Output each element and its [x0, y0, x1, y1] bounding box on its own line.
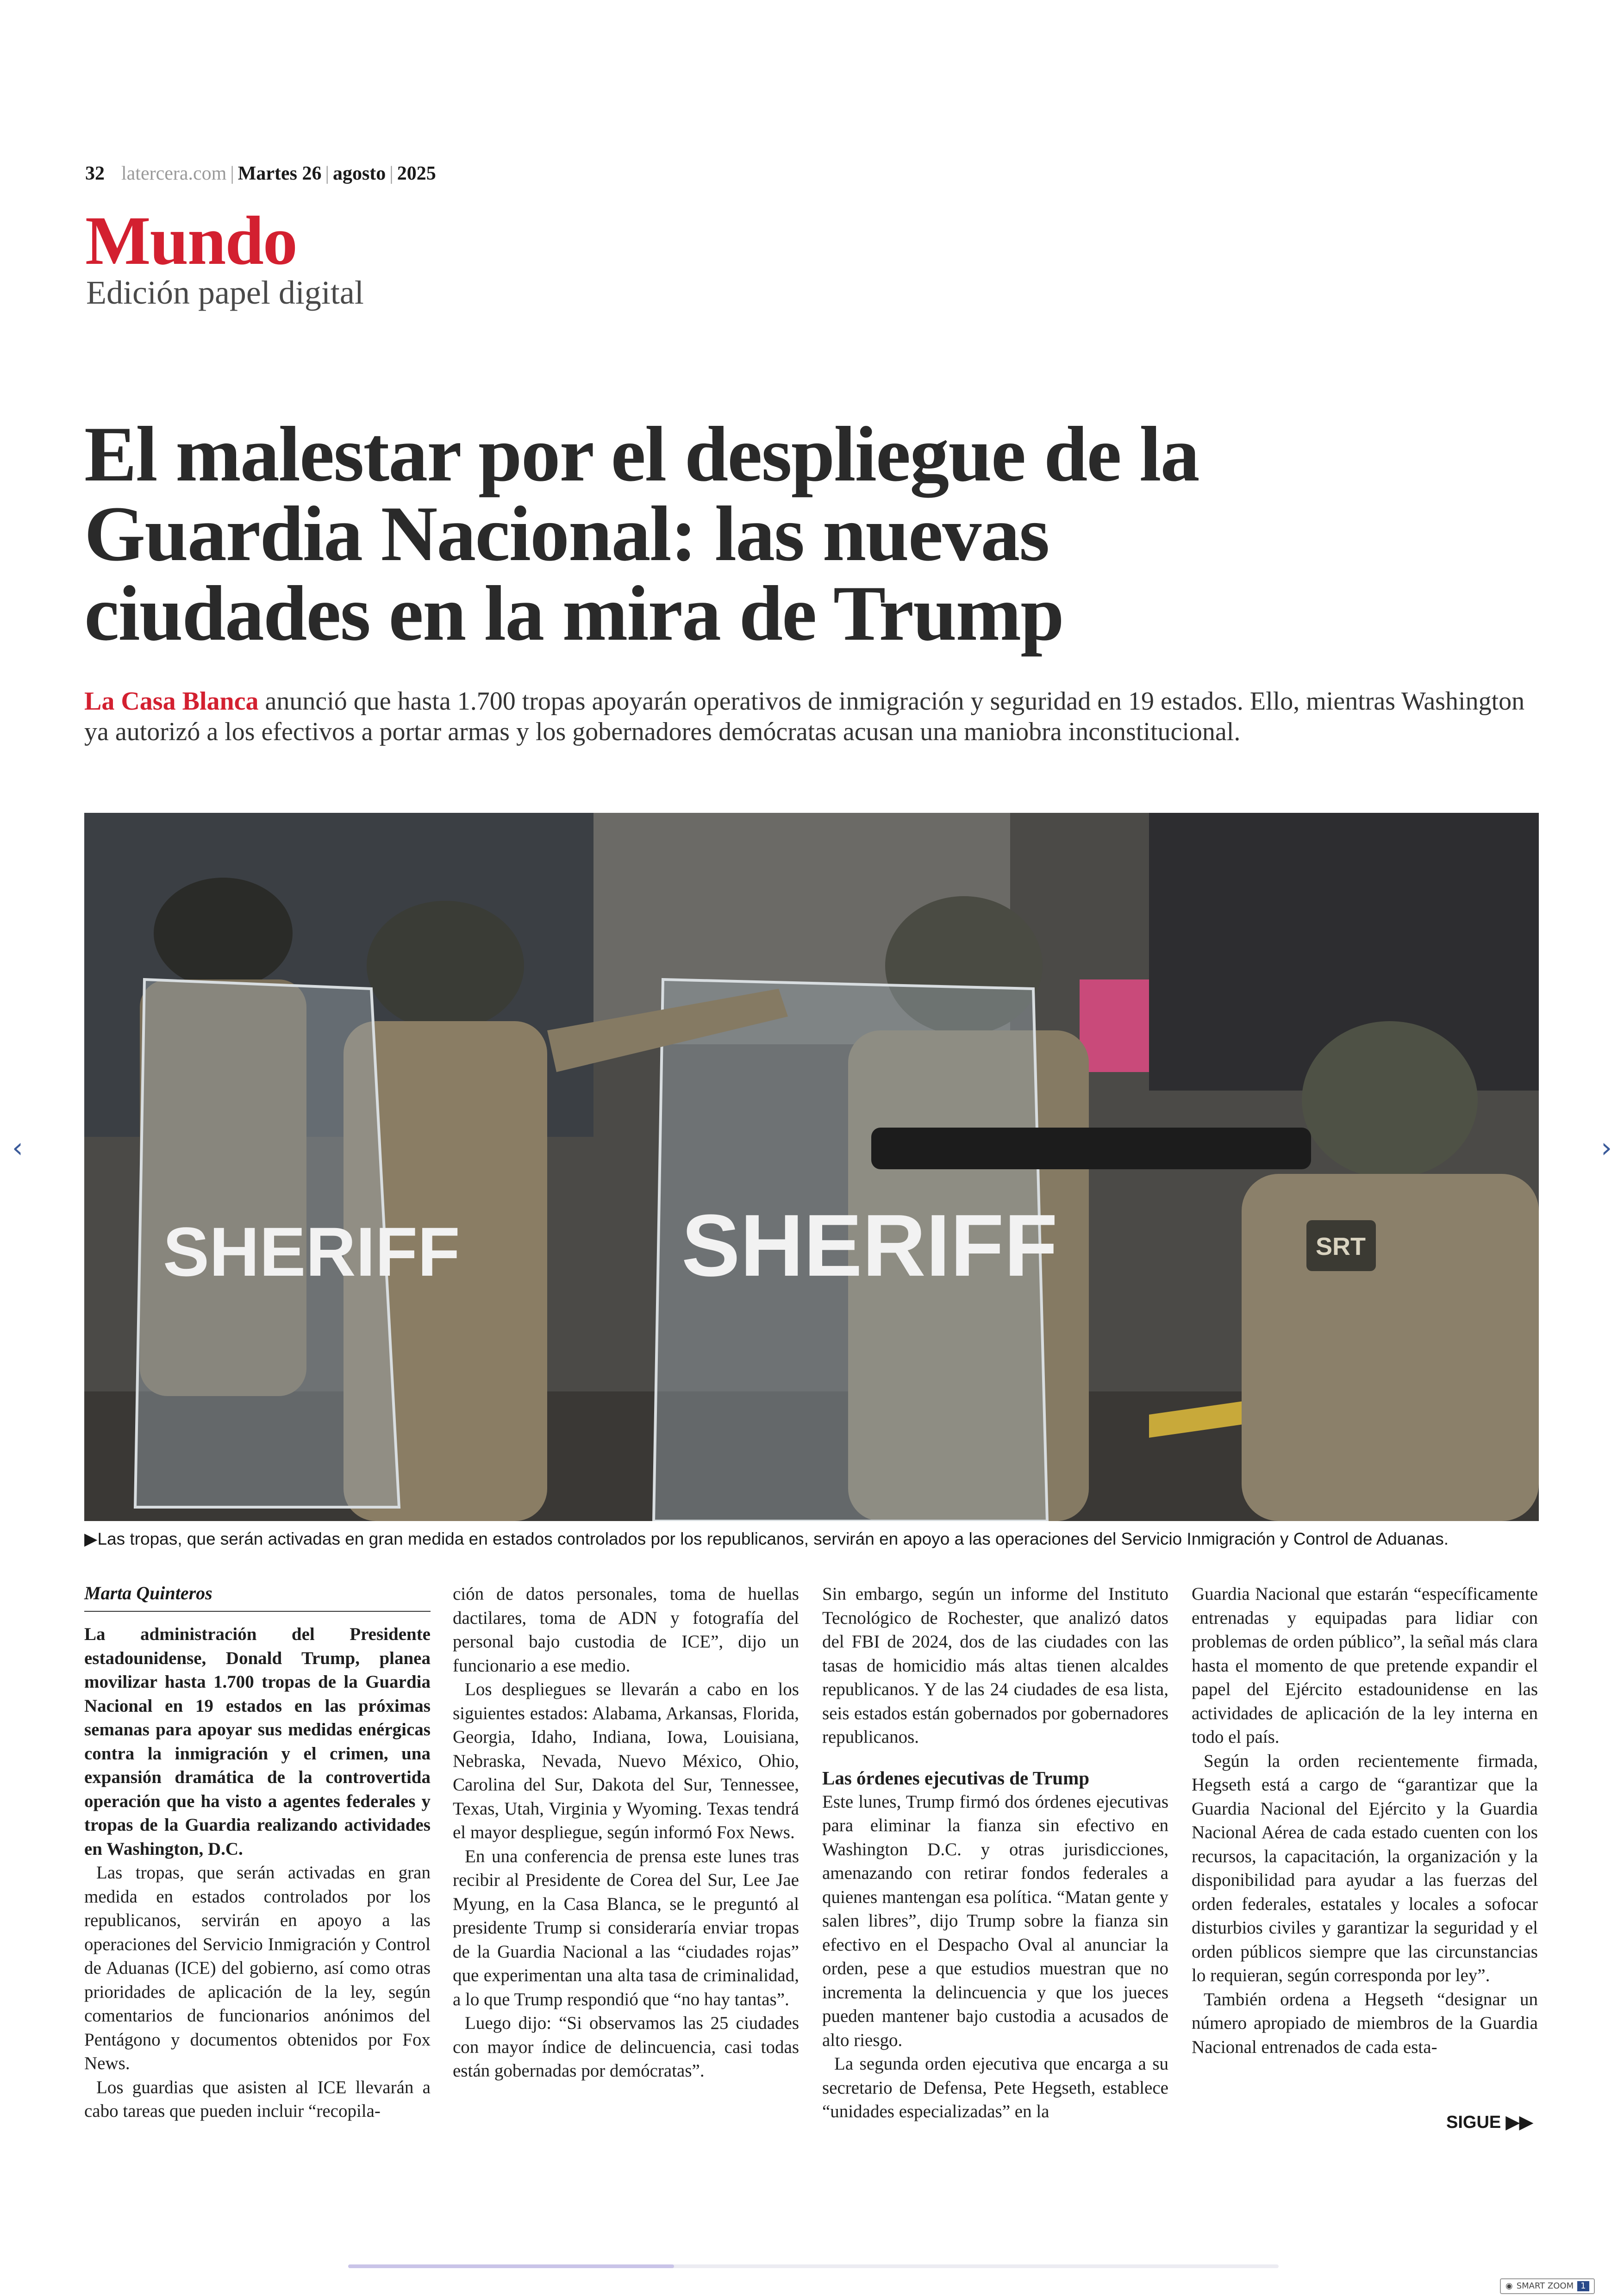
body-paragraph: Según la orden recientemente firmada, Hegseth está a cargo de “garantizar que la Guardia Nacional del Ejército y la Guardia Nacional Aérea de cada estado cuenten con los recursos, la capacitación, la organización y la disponibilidad para ayudar a las fuerzas del orden federales, estatales y locales a sofocar disturbios civiles y garantizar la seguridad y el orden públicos siempre que las circunstancias lo requieran, según corresponda por ley”.: [1192, 1751, 1538, 1985]
next-page-arrow[interactable]: ›: [1601, 1132, 1612, 1164]
body-paragraph: En una conferencia de prensa este lunes tras recibir al Presidente de Corea del Sur, Lee Jae Myung, en la Casa Blanca, se le preguntó al presidente Trump si consideraría enviar tropas de la Guardia Nacional a las “ciudades rojas” que experimentan una alta tasa de criminalidad, a lo que Trump respondió que “no hay tantas”.: [453, 1846, 799, 2009]
body-paragraph: También ordena a Hegseth “designar un número apropiado de miembros de la Guardia Nacional entrenados de cada esta-: [1192, 1989, 1538, 2057]
byline: Marta Quinteros: [84, 1582, 431, 1612]
article-column-4: [1192, 1582, 1538, 2059]
subheading: Las órdenes ejecutivas de Trump: [822, 1767, 1090, 1789]
shield-text-2: SHERIFF: [681, 1197, 1058, 1295]
body-paragraph: Las tropas, que serán activadas en gran medida en estados controlados por los republicanos, servirán en apoyo a las operaciones del Servicio Inmigración y Control de Aduanas (ICE) del gobierno, así como otras prioridades de aplicación de la ley, según comentarios de funcionarios anónimos del Pentágono y documentos obtenidos por Fox News.: [84, 1863, 431, 2073]
photo-caption: ▶Las tropas, que serán activadas en gran medida en estados controlados por los republicanos, servirán en apoyo a las operaciones del Servicio Inmigración y Control de Aduanas.: [84, 1529, 1449, 1548]
article-photo: [84, 813, 1539, 1521]
body-paragraph: ción de datos personales, toma de huellas dactilares, toma de ADN y fotografía del personal bajo custodia de ICE”, dijo un funcionario a ese medio.: [453, 1584, 799, 1676]
article-headline: El malestar por el despliegue de la Guardia Nacional: las nuevas ciudades en la mira de Trump: [84, 411, 1199, 657]
patch-text: SRT: [1316, 1233, 1366, 1260]
section-subtitle: Edición papel digital: [86, 274, 364, 311]
reading-progress-bar[interactable]: [348, 2264, 1279, 2268]
eye-icon: ◉: [1505, 2281, 1513, 2291]
smart-zoom-button[interactable]: [1500, 2278, 1595, 2294]
body-paragraph: Los despliegues se llevarán a cabo en los siguientes estados: Alabama, Arkansas, Florida, Georgia, Idaho, Indiana, Iowa, Louisiana, Nebraska, Nevada, Nuevo México, Ohio, Carolina del Sur, Dakota del Sur, Tennessee, Texas, Utah, Virginia y Wyoming. Texas tendrá el mayor despliegue, según informó Fox News.: [453, 1679, 799, 1842]
section-title: Mundo: [85, 202, 297, 279]
body-paragraph: Este lunes, Trump firmó dos órdenes ejecutivas para eliminar la fianza sin efectivo en Washington D.C. y otras jurisdicciones, amenazando con retirar fondos federales a quienes mantengan esa política. “Matan gente y salen libres”, dijo Trump sobre la fianza sin efectivo en el Despacho Oval al anunciar la orden, pese a que estudios muestran que no incrementa la delincuencia y que los jueces pueden mantener bajo custodia a acusados de alto riesgo.: [822, 1791, 1168, 2050]
article-column-2: [453, 1582, 799, 2083]
folio-year: 2025: [397, 163, 436, 184]
body-paragraph: Luego dijo: “Si observamos las 25 ciudades con mayor índice de delincuencia, casi todas están gobernadas por demócratas”.: [453, 2013, 799, 2081]
article-deck: [84, 686, 1543, 747]
folio-day: Martes 26: [237, 163, 322, 184]
photo-illustration: [84, 813, 1539, 1521]
site-name: latercera.com: [121, 163, 227, 184]
deck-lead: La Casa Blanca: [84, 687, 259, 716]
body-paragraph: La segunda orden ejecutiva que encarga a su secretario de Defensa, Pete Hegseth, establece “unidades especializadas” en la: [822, 2054, 1168, 2121]
body-paragraph: Los guardias que asisten al ICE llevarán a cabo tareas que pueden incluir “recopila-: [84, 2077, 431, 2121]
page-indicator: 1: [1577, 2281, 1589, 2291]
body-paragraph: Guardia Nacional que estarán “específicamente entrenadas y equipadas para lidiar con problemas de orden público”, la señal más clara hasta el momento de que pretende expandir el papel del Ejército estadounidense en las actividades de aplicación de la ley interna en todo el país.: [1192, 1584, 1538, 1747]
article-column-1: [84, 1622, 431, 2123]
article-column-3: [822, 1582, 1168, 2124]
folio-month: agosto: [332, 163, 386, 184]
smart-zoom-label: SMART ZOOM: [1516, 2281, 1574, 2291]
prev-page-arrow[interactable]: ‹: [12, 1132, 23, 1164]
continue-link[interactable]: SIGUE ▶▶: [1446, 2113, 1533, 2132]
shield-text-1: SHERIFF: [163, 1213, 460, 1291]
lead-paragraph: La administración del Presidente estadounidense, Donald Trump, planea movilizar hasta 1.700 tropas de la Guardia Nacional en 19 estados en las próximas semanas para apoyar sus medidas enérgicas contra la inmigración y el crimen, una expansión dramática de la controvertida operación que ha visto a agentes federales y tropas de la Guardia realizando actividades en Washington, D.C.: [84, 1624, 431, 1859]
body-paragraph: Sin embargo, según un informe del Instituto Tecnológico de Rochester, que analizó datos del FBI de 2024, dos de las ciudades con las tasas de homicidio más altas tienen alcaldes republicanos. Y de las 24 ciudades de esa lista, seis estados están gobernados por gobernadores republicanos.: [822, 1584, 1168, 1747]
deck-text: anunció que hasta 1.700 tropas apoyarán operativos de inmigración y seguridad en 19 estados. Ello, mientras Washington ya autorizó a los efectivos a portar armas y los gobernadores demócratas acusan una maniobra inconstitucional.: [84, 687, 1525, 746]
page-number: 32: [85, 163, 105, 184]
page-folio: 32 latercera.com | Martes 26 | agosto | 2025: [85, 163, 436, 184]
reading-progress-fill: [348, 2264, 674, 2268]
